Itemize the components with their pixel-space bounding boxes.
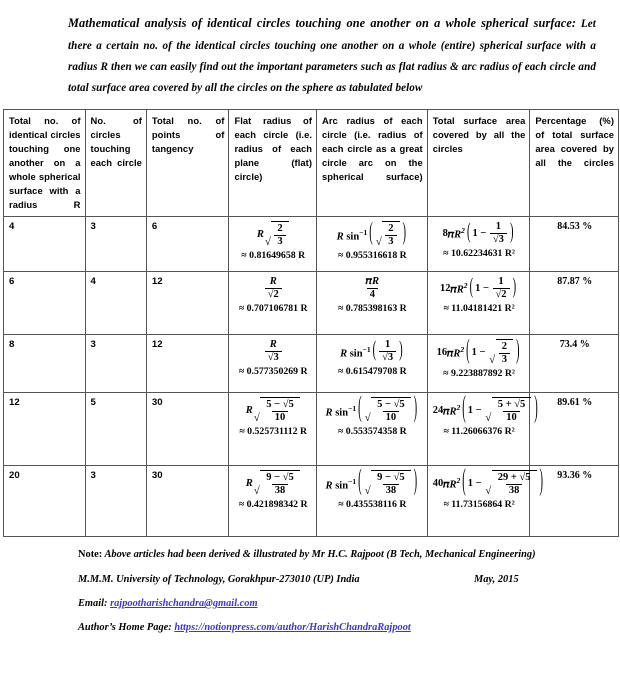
cell-touching-circles: 4	[85, 272, 146, 335]
frac-denominator: 38	[272, 484, 289, 497]
cell-total-circles: 12	[4, 393, 86, 466]
frac-denominator: 38	[383, 484, 400, 497]
note-text: Above articles had been derived & illustrated by Mr H.C. Rajpoot (B Tech, Mechanical Engineering)	[102, 549, 536, 561]
intro-variable-r: R	[100, 60, 109, 73]
frac-numerator: 29 + √5	[497, 472, 531, 484]
approx-value: ≈ 11.26066376 R²	[443, 426, 515, 438]
cell-tangency-points: 12	[146, 272, 229, 335]
footer-email-line	[78, 599, 600, 609]
table-row	[4, 466, 619, 537]
frac-numerator: 9 − √5	[377, 472, 405, 484]
cell-total-circles: 4	[4, 217, 86, 272]
cell-surface-area: 24 𝜋R$^2$ ( 1 − √ $\frac{5 + √5}{10}$ ) ≈ 11.26066376 R²	[427, 393, 530, 466]
area-coefficient: 16	[436, 347, 448, 359]
cell-surface-area: 16 𝜋R$^2$ ( 1 − √ $\frac{2}{3}$ ) ≈ 9.223887892 R²	[427, 335, 530, 393]
cell-percentage: 93.36 %	[530, 466, 619, 537]
cell-flat-radius: R √ $\frac{2}{3}$ ≈ 0.81649658 R	[229, 217, 317, 272]
cell-arc-radius: R $\sin^{-1}$ ( $\frac{1}{√3}$ ) ≈ 0.615479708 R	[317, 335, 428, 393]
cell-percentage: 89.61 %	[530, 393, 619, 466]
frac-denominator: 3	[274, 235, 285, 248]
frac-denominator: 10	[503, 411, 520, 424]
column-header-text: Flat radius of each circle (i.e. radius of each plane (flat) circle)	[234, 114, 312, 182]
cell-flat-radius: R √ $\frac{5 - √5}{10}$ ≈ 0.525731112 R	[229, 393, 317, 466]
approx-value: ≈ 0.421898342 R	[238, 499, 308, 511]
approx-value: ≈ 0.553574358 R	[337, 426, 407, 438]
table-header-row	[4, 109, 619, 217]
email-link[interactable]: rajpootharishchandra@gmail.com	[110, 598, 258, 610]
column-header-arc-radius	[317, 109, 428, 217]
approx-value: ≈ 0.955316618 R	[337, 250, 407, 262]
column-header-text: Total no. of points of tangency	[151, 114, 225, 154]
footer-affiliation-line	[78, 575, 600, 585]
column-header-text: Arc radius of each circle (i.e. radius of each circle as a great circle arc on the spherical surface)	[322, 114, 423, 182]
footer-notes	[0, 537, 620, 634]
homepage-link[interactable]: https://notionpress.com/author/HarishChandraRajpoot	[174, 622, 411, 634]
cell-arc-radius: R $\sin^{-1}$ ( √ $\frac{5 - √5}{10}$ ) ≈ 0.553574358 R	[317, 393, 428, 466]
intro-body-1: Let there a certain no. of the identical circles touching one another on a whole (entire) spherical surface with a radius	[68, 18, 596, 73]
intro-lead: Mathematical analysis of identical circles touching one another on a whole spherical surface:	[68, 16, 577, 30]
frac-numerator: 2	[277, 223, 283, 235]
footer-homepage-line	[78, 623, 600, 633]
cell-flat-radius: R √ $\frac{9 - √5}{38}$ ≈ 0.421898342 R	[229, 466, 317, 537]
area-coefficient: 40	[432, 478, 444, 490]
approx-value: ≈ 10.62234631 R²	[443, 248, 515, 260]
column-header-tangency-points	[146, 109, 229, 217]
frac-denominator: 38	[506, 484, 523, 497]
table-row	[4, 335, 619, 393]
approx-value: ≈ 9.223887892 R²	[443, 368, 515, 380]
cell-flat-radius: $\frac{R}{√2}$ ≈ 0.707106781 R	[229, 272, 317, 335]
cell-flat-radius: $\frac{R}{√3}$ ≈ 0.577350269 R	[229, 335, 317, 393]
cell-arc-radius: $\frac{\text{𝜋R}}{4}$ ≈ 0.785398163 R	[317, 272, 428, 335]
cell-tangency-points: 12	[146, 335, 229, 393]
frac-numerator: 9 − √5	[266, 472, 294, 484]
area-coefficient: 24	[432, 405, 444, 417]
affiliation-text: M.M.M. University of Technology, Gorakhpur-273010 (UP) India	[78, 573, 360, 585]
cell-surface-area: 40 𝜋R$^2$ ( 1 − √ $\frac{29 + √5}{38}$ ) ≈ 11.73156864 R²	[427, 466, 530, 537]
homepage-label: Author’s Home Page:	[78, 622, 172, 634]
cell-touching-circles: 5	[85, 393, 146, 466]
cell-arc-radius: R $\sin^{-1}$ ( √ $\frac{2}{3}$ ) ≈ 0.955316618 R	[317, 217, 428, 272]
approx-value: ≈ 0.81649658 R	[241, 250, 306, 262]
column-header-touching-circles	[85, 109, 146, 217]
column-header-text: Total no. of identical circles touching one another on a whole spherical surface with a radius R	[9, 114, 81, 211]
publication-date: May, 2015	[474, 573, 519, 585]
cell-total-circles: 20	[4, 466, 86, 537]
cell-touching-circles: 3	[85, 335, 146, 393]
approx-value: ≈ 0.785398163 R	[337, 303, 407, 315]
cell-surface-area: 8 𝜋R$^2$ ( 1 − $\frac{1}{√3}$ ) ≈ 10.62234631 R²	[427, 217, 530, 272]
approx-value: ≈ 11.04181421 R²	[443, 303, 515, 315]
cell-total-circles: 8	[4, 335, 86, 393]
frac-denominator: 3	[385, 235, 396, 248]
cell-touching-circles: 3	[85, 466, 146, 537]
cell-percentage: 84.53 %	[530, 217, 619, 272]
cell-total-circles: 6	[4, 272, 86, 335]
frac-numerator: 5 − √5	[266, 399, 294, 411]
area-coefficient: 12	[440, 283, 451, 295]
cell-touching-circles: 3	[85, 217, 146, 272]
approx-value: ≈ 0.707106781 R	[238, 303, 308, 315]
cell-percentage: 73.4 %	[530, 335, 619, 393]
cell-percentage: 87.87 %	[530, 272, 619, 335]
table-row	[4, 272, 619, 335]
area-coefficient: 8	[442, 228, 448, 240]
intro-paragraph	[0, 0, 620, 106]
column-header-surface-area	[427, 109, 530, 217]
table-row	[4, 393, 619, 466]
frac-denominator: 10	[272, 411, 289, 424]
cell-tangency-points: 30	[146, 466, 229, 537]
cell-surface-area: 12 𝜋R$^2$ ( 1 − $\frac{1}{√2}$ ) ≈ 11.04181421 R²	[427, 272, 530, 335]
frac-numerator: 5 + √5	[497, 399, 526, 411]
frac-numerator: 5 − √5	[377, 399, 405, 411]
approx-value: ≈ 0.615479708 R	[337, 366, 407, 378]
intro-body-2: then we can easily find out the important parameters such as flat radius & arc radius of each circle and total surface area covered by all the circles on the sphere as tabulated below	[68, 60, 596, 95]
column-header-flat-radius	[229, 109, 317, 217]
column-header-percentage	[530, 109, 619, 217]
parameters-table	[3, 109, 619, 538]
approx-value: ≈ 0.577350269 R	[238, 366, 308, 378]
email-label: Email:	[78, 598, 108, 610]
approx-value: ≈ 0.435538116 R	[338, 499, 407, 511]
column-header-text: No. of circles touching each circle	[90, 114, 142, 168]
footer-note-line	[78, 550, 600, 560]
cell-arc-radius: R $\sin^{-1}$ ( √ $\frac{9 - √5}{38}$ ) ≈ 0.435538116 R	[317, 466, 428, 537]
note-label: Note:	[78, 549, 103, 561]
approx-value: ≈ 11.73156864 R²	[443, 499, 515, 511]
cell-tangency-points: 6	[146, 217, 229, 272]
column-header-text: Percentage (%) of total surface area covered by all the circles	[535, 114, 614, 168]
column-header-total-circles	[4, 109, 86, 217]
approx-value: ≈ 0.525731112 R	[239, 426, 308, 438]
cell-tangency-points: 30	[146, 393, 229, 466]
frac-numerator: 2	[388, 223, 394, 235]
column-header-text: Total surface area covered by all the circles	[432, 114, 526, 154]
table-row	[4, 217, 619, 272]
data-table-wrapper	[0, 109, 620, 538]
frac-denominator: 10	[383, 411, 400, 424]
